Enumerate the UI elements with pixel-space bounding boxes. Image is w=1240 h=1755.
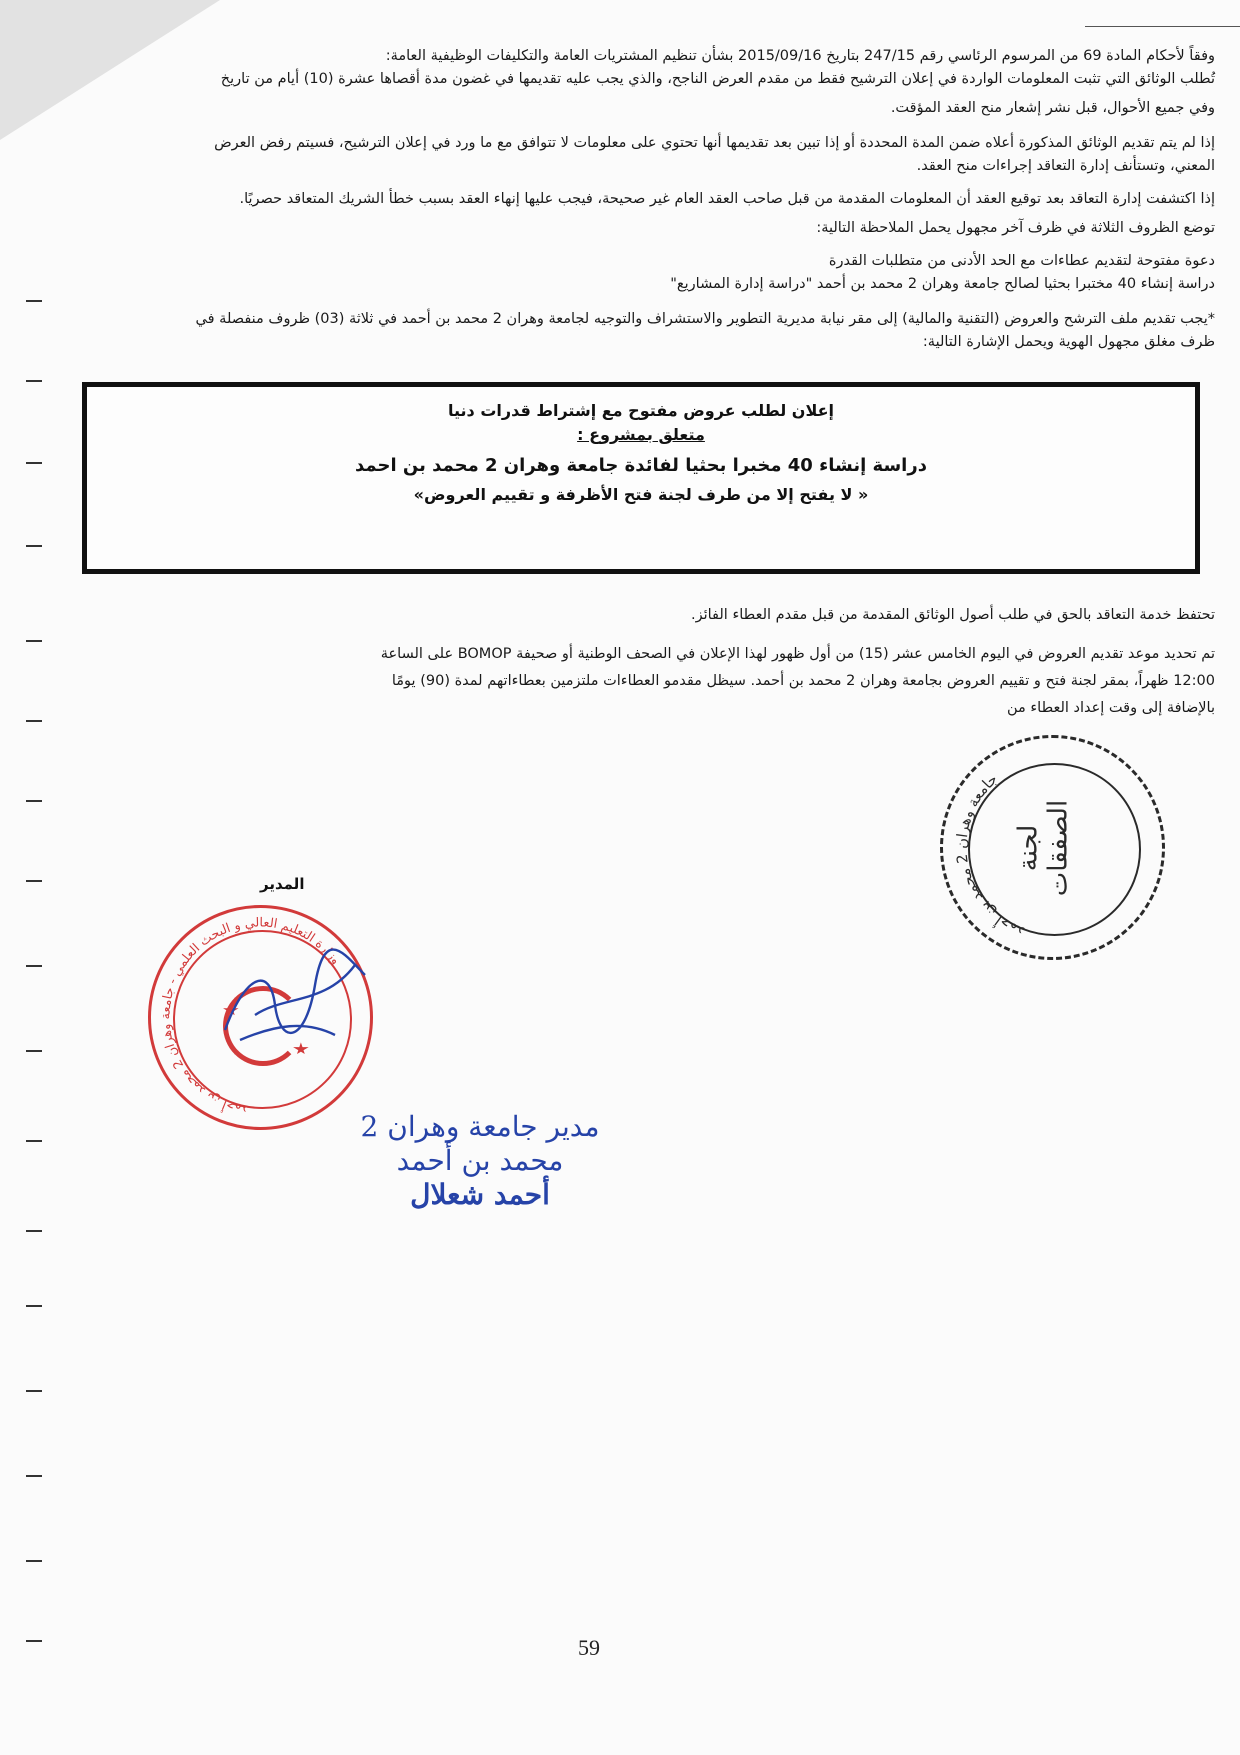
margin-mark bbox=[26, 1475, 42, 1477]
margin-mark bbox=[26, 1390, 42, 1392]
intro-paragraph: وفقاً لأحكام المادة 69 من المرسوم الرئاسي رقم 247/15 بتاريخ 2015/09/16 بشأن تنظيم المشتريات العامة والتكليفات الوظيفية العامة: bbox=[385, 48, 1215, 64]
margin-mark bbox=[26, 1640, 42, 1642]
director-signature bbox=[215, 945, 375, 1055]
page-number: 59 bbox=[578, 1635, 600, 1660]
missing-docs-paragraph-end: المعني، وتستأنف إدارة التعاقد إجراءات منح العقد. bbox=[916, 158, 1215, 174]
margin-mark bbox=[26, 1230, 42, 1232]
missing-docs-paragraph: إذا لم يتم تقديم الوثائق المذكورة أعلاه ضمن المدة المحددة أو إذا تبين بعد تقديمها أنها تحتوي على معلومات لا تتوافق مع ما ورد في إعلان الترشيح، فسيتم رفض العرض bbox=[214, 135, 1215, 151]
margin-mark bbox=[26, 965, 42, 967]
margin-mark bbox=[26, 1560, 42, 1562]
announcement-project: دراسة إنشاء 40 مخبرا بحثيا لفائدة جامعة وهران 2 محمد بن احمد bbox=[355, 455, 927, 476]
reserve-paragraph: تحتفظ خدمة التعاقد بالحق في طلب أصول الوثائق المقدمة من قبل مقدم العطاء الفائز. bbox=[690, 607, 1215, 623]
documents-paragraph: تُطلب الوثائق التي تثبت المعلومات الواردة في إعلان الترشيح فقط من مقدم العرض الناجح، والذي يجب عليه تقديمها في غضون مدة أقصاها عشرة (10) أيام من تاريخ bbox=[220, 71, 1215, 87]
procurement-committee-stamp bbox=[940, 735, 1165, 960]
body-text-top bbox=[105, 46, 1215, 353]
announcement-subject-label: متعلق بمشروع : bbox=[577, 425, 705, 444]
margin-mark bbox=[26, 880, 42, 882]
open-call-line: دعوة مفتوحة لتقديم عطاءات مع الحد الأدنى من متطلبات القدرة bbox=[828, 253, 1215, 269]
body-text-bottom bbox=[105, 605, 1215, 719]
red-stamp-ring-text: وزارة التعليم العالي و البحث العلمي - جامعة وهران 2 محمد بن أحمد bbox=[157, 914, 344, 1119]
handwritten-line-university: محمد بن أحمد bbox=[396, 1144, 564, 1177]
envelopes-paragraph: توضع الظروف الثلاثة في ظرف آخر مجهول يحمل الملاحظة التالية: bbox=[816, 220, 1215, 236]
submission-paragraph-end: ظرف مغلق مجهول الهوية ويحمل الإشارة التالية: bbox=[922, 334, 1215, 350]
deadline-paragraph-3: بالإضافة إلى وقت إعداد العطاء من bbox=[1006, 700, 1215, 716]
margin-mark bbox=[26, 640, 42, 642]
director-label: المدير bbox=[260, 875, 305, 893]
handwritten-line-title: مدير جامعة وهران 2 bbox=[360, 1110, 600, 1143]
margin-mark bbox=[26, 300, 42, 302]
margin-mark bbox=[26, 720, 42, 722]
blue-stamp-ring-text: جامعة وهران 2 محمد بن أحمد bbox=[953, 770, 1027, 941]
header-rule bbox=[1085, 26, 1240, 27]
handwritten-director-name bbox=[315, 1110, 645, 1212]
margin-mark bbox=[26, 1050, 42, 1052]
announcement-title: إعلان لطلب عروض مفتوح مع إشتراط قدرات دنيا bbox=[447, 401, 835, 420]
margin-mark bbox=[26, 800, 42, 802]
margin-mark bbox=[26, 380, 42, 382]
margin-mark bbox=[26, 462, 42, 464]
documents-paragraph-end: وفي جميع الأحوال، قبل نشر إشعار منح العقد المؤقت. bbox=[890, 100, 1215, 116]
deadline-paragraph-2: 12:00 ظهراً، بمقر لجنة فتح و تقييم العروض بجامعة وهران 2 محمد بن أحمد. سيظل مقدمو العطاءات ملتزمين بعطاءاتهم لمدة (90) يومًا bbox=[391, 673, 1215, 689]
margin-mark bbox=[26, 1140, 42, 1142]
blue-stamp-center-text: لجنة الصفقات bbox=[1013, 799, 1074, 897]
submission-paragraph: *يجب تقديم ملف الترشح والعروض (التقنية والمالية) إلى مقر نيابة مديرية التطوير والاستشراف والتوجيه لجامعة وهران 2 محمد بن أحمد في ثلاثة (03) ظروف منفصلة في bbox=[195, 311, 1215, 327]
study-line: دراسة إنشاء 40 مختبرا بحثيا لصالح جامعة وهران 2 محمد بن أحمد "دراسة إدارة المشاريع" bbox=[670, 276, 1215, 292]
announcement-notice: « لا يفتح إلا من طرف لجنة فتح الأظرفة و تقييم العروض» bbox=[413, 485, 869, 504]
margin-mark bbox=[26, 545, 42, 547]
deadline-paragraph: تم تحديد موعد تقديم العروض في اليوم الخامس عشر (15) من أول ظهور لهذا الإعلان في الصحف الوطنية أو صحيفة BOMOP على الساعة bbox=[380, 646, 1215, 662]
announcement-box bbox=[82, 382, 1200, 574]
margin-mark bbox=[26, 1305, 42, 1307]
false-info-paragraph: إذا اكتشفت إدارة التعاقد بعد توقيع العقد أن المعلومات المقدمة من قبل صاحب العقد العام غير صحيحة، فيجب عليها إنهاء العقد بسبب خطأ الشريك المتعاقد حصريًا. bbox=[239, 191, 1215, 207]
handwritten-line-name: أحمد شعلال bbox=[410, 1178, 550, 1211]
